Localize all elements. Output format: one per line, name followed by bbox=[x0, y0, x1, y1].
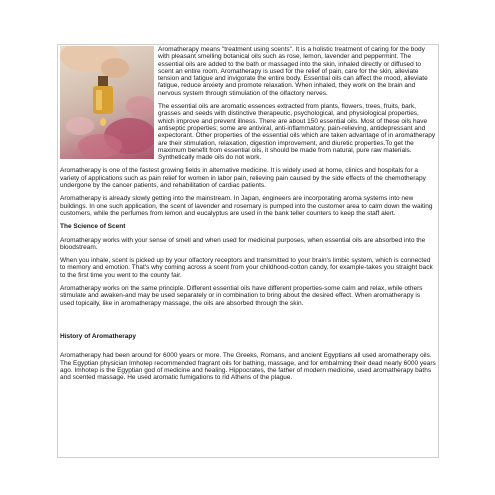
essential-oils-paragraph: The essential oils are aromatic essences extracted from plants, flowers, trees, fruits, bark, grasses and seeds with distinctive therapeutic, psychological, and physiological properties, which improve and prevent illness. There are about 150 essential oils. Most of these oils have antiseptic properties; some are antiviral, anti-inflammatory, pain-relieving, antidepressant and expectorant. Other properties of the essential oils which are taken advantage of in aromatherapy are their stimulation, relaxation, digestion improvement, and diuretic properties.To get the maximum benefit from essential oils, it should be made from natural, pure raw materials. Synthetically made oils do not work. bbox=[158, 103, 436, 162]
science-heading: The Science of Scent bbox=[60, 223, 126, 231]
science-paragraph-2: When you inhale, scent is picked up by your olfactory receptors and transmitted to your brain's limbic system, which is connected to memory and emotion. That's why coming across a scent from your childhood-cotton candy, for example-takes you straight back to the first time you went to the county fair. bbox=[60, 257, 433, 279]
science-paragraph-1: Aromatherapy works with your sense of smell and when used for medicinal purposes, when essential oils are absorbed into the bloodstream. bbox=[60, 236, 426, 251]
spacer bbox=[60, 313, 436, 333]
growth-paragraph: Aromatherapy is one of the fastest growing fields in alternative medicine. It is widely used at home, clinics and hospitals for a variety of applications such as pain relief for women in labor pain, relieving pain caused by the side effects of the chemotherapy undergone by the cancer patients, and rehabilitation of cardiac patients. bbox=[60, 167, 426, 190]
history-paragraph: Aromatherapy had been around for 6000 years or more. The Greeks, Romans, and ancient Egyptians all used aromatherapy oils. The Egyptian physician Imhotep recommended fragrant oils for bathing, massage, and for embalming their dead nearly 6000 years ago. Imhotep is the Egyptian god of medicine and healing. Hippocrates, the father of modern medicine, used aromatherapy baths and scented massage. He used aromatic fumigations to rid Athens of the plague. bbox=[60, 352, 436, 382]
science-paragraph-3: Aromatherapy works on the same principle. Different essential oils have different properties-some calm and relax, while others stimulate and awaken-and may be used separately or in combination to bring about the desired effect. When aromatherapy is used topically, like in aromatherapy massage, the oils are absorbed through the skin. bbox=[60, 285, 423, 307]
article-page bbox=[57, 44, 439, 458]
essential-oil-photo bbox=[60, 46, 154, 159]
essential-oil-illustration bbox=[60, 46, 154, 159]
intro-paragraph: Aromatherapy means "treatment using scents". It is a holistic treatment of caring for the body with pleasant smelling botanical oils such as rose, lemon, lavender and peppermint. The essential oils are added to the bath or massaged into the skin, inhaled directly or diffused to scent an entire room. Aromatherapy is used for the relief of pain, care for the skin, alleviate tension and fatigue and invigorate the entire body. Essential oils can affect the mood, alleviate fatigue, reduce anxiety and promote relaxation. When inhaled, they work on the brain and nervous system through stimulation of the olfactory nerves. bbox=[158, 46, 428, 97]
mainstream-paragraph: Aromatherapy is already slowly getting into the mainstream. In Japan, engineers are incorporating aroma systems into new buildings. In one such application, the scent of lavender and rosemary is pumped into the customer area to calm down the waiting customers, while the perfumes from lemon and eucalyptus are used in the bank teller counters to keep the staff alert. bbox=[60, 195, 433, 217]
history-heading: History of Aromatherapy bbox=[60, 332, 136, 340]
